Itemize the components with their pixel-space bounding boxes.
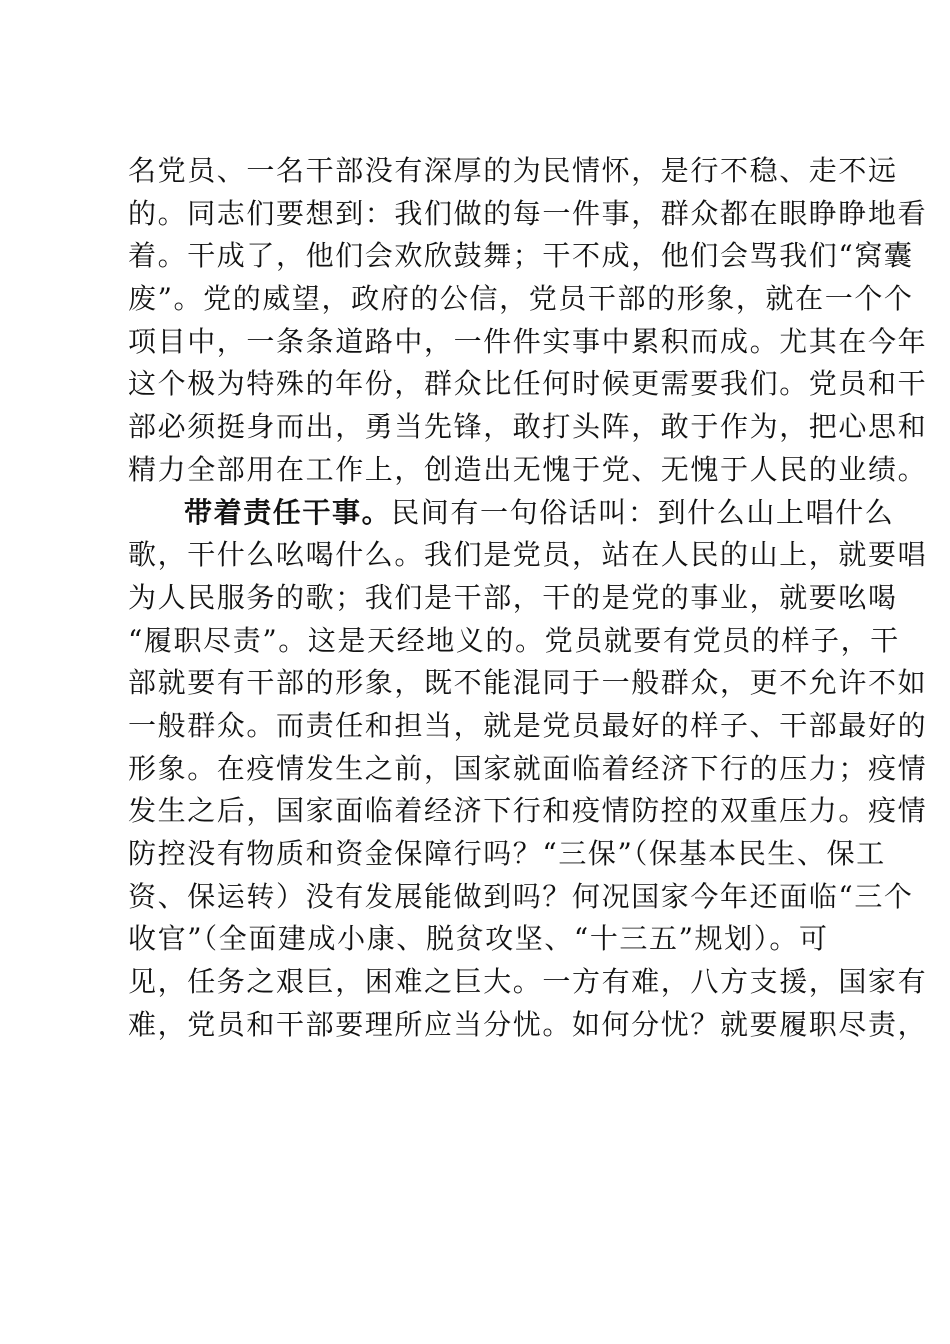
- text-line: 形象。在疫情发生之前，国家就面临着经济下行的压力；疫情: [128, 751, 928, 785]
- text-line: 部必须挺身而出，勇当先锋，敢打头阵，敢于作为，把心思和: [128, 410, 928, 444]
- text-line: 收官”（全面建成小康、脱贫攻坚、“十三五”规划）。可: [128, 922, 829, 956]
- text-line: 项目中，一条条道路中，一件件实事中累积而成。尤其在今年: [128, 324, 928, 358]
- text-line: 废”。党的威望，政府的公信，党员干部的形象，就在一个个: [128, 282, 914, 316]
- text-line: 见，任务之艰巨，困难之巨大。一方有难，八方支援，国家有: [128, 965, 928, 999]
- section-heading: 带着责任干事。: [184, 495, 392, 529]
- text-line: 着。干成了，他们会欢欣鼓舞；干不成，他们会骂我们“窝囊: [128, 239, 914, 273]
- text-line: 发生之后，国家面临着经济下行和疫情防控的双重压力。疫情: [128, 794, 928, 828]
- body-text: [128, 150, 928, 1046]
- text-line: 一般群众。而责任和担当，就是党员最好的样子、干部最好的: [128, 708, 928, 742]
- text-line: “履职尽责”。这是天经地义的。党员就要有党员的样子，干: [128, 623, 900, 657]
- paragraph-start-line: [128, 492, 895, 535]
- text-line: 部就要有干部的形象，既不能混同于一般群众，更不允许不如: [128, 666, 928, 700]
- text-line: 这个极为特殊的年份，群众比任何时候更需要我们。党员和干: [128, 367, 928, 401]
- text-line: 名党员、一名干部没有深厚的为民情怀，是行不稳、走不远: [128, 154, 898, 187]
- text-line: 防控没有物质和资金保障行吗？“三保”（保基本民生、保工: [128, 837, 886, 870]
- text-line: 精力全部用在工作上，创造出无愧于党、无愧于人民的业绩。: [128, 452, 928, 486]
- text-line: 为人民服务的歌；我们是干部，干的是党的事业，就要吆喝: [128, 580, 898, 614]
- text-line: 歌，干什么吆喝什么。我们是党员，站在人民的山上，就要唱: [128, 538, 928, 572]
- text-line: 民间有一句俗话叫：到什么山上唱什么: [391, 495, 895, 529]
- text-line: 的。同志们要想到：我们做的每一件事，群众都在眼睁睁地看: [128, 196, 928, 230]
- text-line: 难，党员和干部要理所应当分忧。如何分忧？就要履职尽责，: [128, 1007, 928, 1041]
- text-line: 资、保运转）没有发展能做到吗？何况国家今年还面临“三个: [128, 879, 914, 913]
